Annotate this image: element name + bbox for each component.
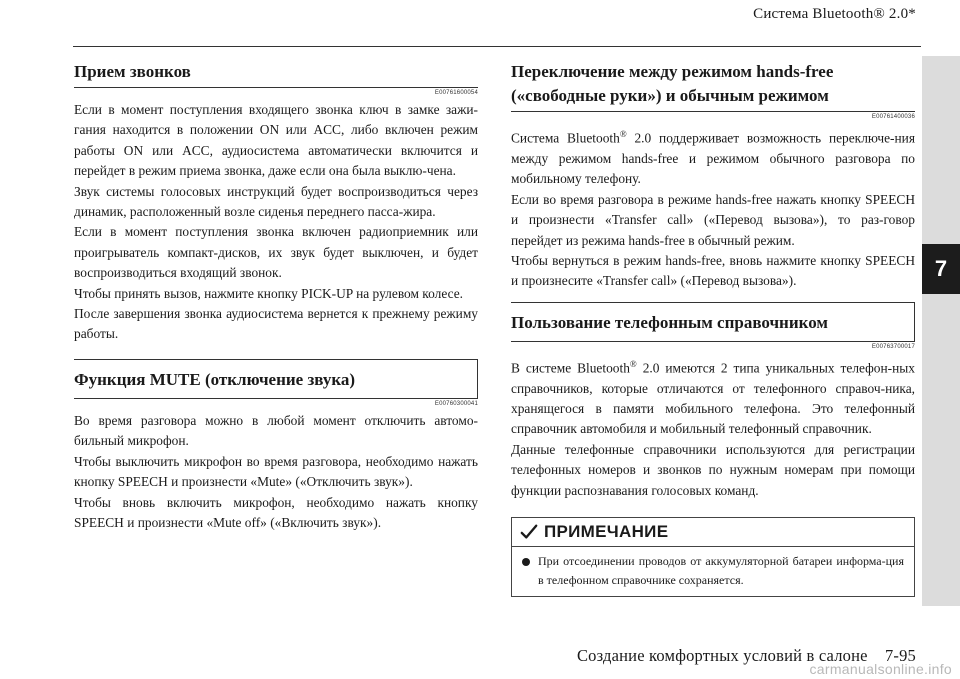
paragraph: Если в момент поступления входящего звонка ключ в замке зажи-гания находится в положении ON или ACC, либо включен режим работы ON или ACC, аудиосистема автоматически включится и перейдет в режим приема звонка, даже если она была выклю-чена.	[74, 102, 478, 179]
note-body	[512, 547, 914, 596]
registered-mark: ®	[619, 129, 627, 139]
paragraph: Во время разговора можно в любой момент отключить автомо-бильный микрофон.	[74, 412, 478, 449]
note-check-icon	[520, 523, 538, 541]
section-heading-mute: Функция MUTE (отключение звука)	[74, 359, 478, 399]
paragraph: После завершения звонка аудиосистема вернется к прежнему режиму работы.	[74, 306, 478, 342]
section-code: E00760300041	[434, 400, 478, 407]
section-code: E00761600054	[434, 90, 478, 96]
note-text: При отсоединении проводов от аккумуляторной батареи информа-ция в телефонном справочнике сохраняется.	[538, 554, 904, 588]
registered-mark: ®	[629, 358, 637, 369]
section-code: E00761400036	[871, 114, 915, 120]
right-column	[511, 60, 915, 597]
paragraph: Если во время разговора в режиме hands-free нажать кнопку SPEECH и произнести «Transfer call» («Перевод вызова»), то раз-говор перейдет из режима hands-free в обычный режим.	[511, 191, 915, 248]
paragraph: Звук системы голосовых инструкций будет воспроизводиться через динамик, расположенный возле сиденья переднего пасса-жира.	[74, 183, 478, 220]
paragraph: Чтобы выключить микрофон во время разговора, необходимо нажать кнопку SPEECH и произнести «Mute» («Отключить звук»).	[74, 453, 478, 490]
paragraph: В системе Bluetooth® 2.0 имеются 2 типа уникальных телефон-ных справочников, которые отличаются от телефонного справоч-ника, хранящегося в памяти мобильного телефона. Это телефонный справочник автомобиля и мобильный телефонный справочник.	[511, 358, 915, 437]
heading-line: Переключение между режимом hands-free	[511, 62, 834, 81]
heading-line: («свободные руки») и обычным режимом	[511, 86, 829, 105]
paragraph: Система Bluetooth® 2.0 поддерживает возможность переключе-ния между режимом hands-free и режимом обычного разговора по мобильному телефону.	[511, 129, 915, 187]
watermark: carmanualsonline.info	[809, 661, 952, 677]
bullet-icon	[522, 558, 530, 566]
chapter-sidebar	[922, 56, 960, 606]
note-header	[512, 518, 914, 547]
paragraph: Чтобы вернуться в режим hands-free, вновь нажмите кнопку SPEECH и произнесите «Transfer call» («Перевод вызова»).	[511, 252, 915, 289]
left-column	[74, 60, 478, 533]
note-box	[511, 517, 915, 597]
paragraph: Чтобы вновь включить микрофон, необходимо нажать кнопку SPEECH и произнести «Mute off» («Включить звук»).	[74, 494, 478, 530]
chapter-tab[interactable]: 7	[922, 244, 960, 294]
paragraph: Если в момент поступления звонка включен радиоприемник или проигрыватель компакт-дисков, их звук будет выключен, и будет воспроизводиться входящий звонок.	[74, 224, 478, 281]
page-footer: Создание комфортных условий в салоне 7-95	[576, 646, 916, 665]
page-header-title: Система Bluetooth® 2.0*	[753, 6, 916, 22]
note-title: ПРИМЕЧАНИЕ	[544, 522, 669, 542]
section-code: E00763700017	[871, 343, 915, 350]
header-divider	[73, 46, 921, 47]
paragraph: Чтобы принять вызов, нажмите кнопку PICK-UP на рулевом колесе.	[74, 285, 464, 301]
section-heading-hands-free	[511, 60, 915, 112]
section-heading-phonebook: Пользование телефонным справочником	[511, 302, 915, 342]
section-heading-receiving-calls: Прием звонков	[74, 60, 478, 88]
paragraph: Данные телефонные справочники используются для регистрации телефонных номеров и звонков по нужным номерам при помощи функции распознавания голосовых команд.	[511, 441, 915, 498]
